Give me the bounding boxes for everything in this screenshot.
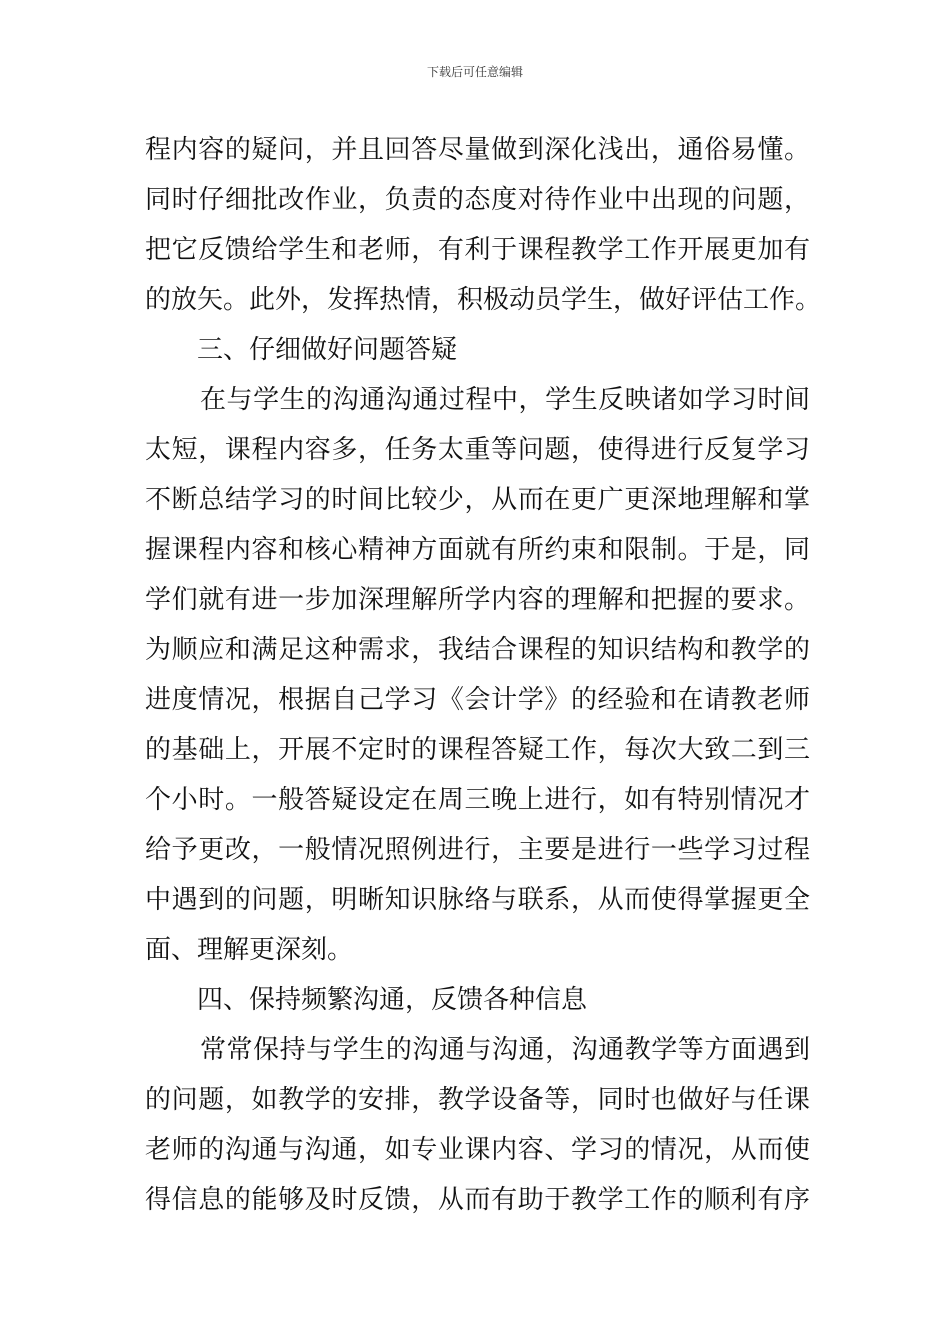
paragraph-line: 学们就有进一步加深理解所学内容的理解和把握的要求。 [145, 585, 810, 615]
paragraph-line: 太短，课程内容多，任务太重等问题，使得进行反复学习 [145, 435, 810, 465]
paragraph-line: 的问题，如教学的安排，教学设备等，同时也做好与任课 [145, 1085, 810, 1115]
section-heading-4: 四、保持频繁沟通，反馈各种信息 [197, 985, 588, 1015]
paragraph-line: 同时仔细批改作业，负责的态度对待作业中出现的问题， [145, 185, 810, 215]
paragraph-line: 中遇到的问题，明晰知识脉络与联系，从而使得掌握更全 [145, 885, 810, 915]
paragraph-line: 不断总结学习的时间比较少，从而在更广更深地理解和掌 [145, 485, 810, 515]
paragraph-line: 得信息的能够及时反馈，从而有助于教学工作的顺利有序 [145, 1185, 810, 1215]
paragraph-line: 常常保持与学生的沟通与沟通，沟通教学等方面遇到 [200, 1035, 810, 1065]
paragraph-line: 面、理解更深刻。 [145, 935, 354, 965]
paragraph-line: 程内容的疑问，并且回答尽量做到深化浅出，通俗易懂。 [145, 135, 810, 165]
paragraph-line: 为顺应和满足这种需求，我结合课程的知识结构和教学的 [145, 635, 810, 665]
paragraph-line: 进度情况，根据自己学习《会计学》的经验和在请教老师 [145, 685, 810, 715]
paragraph-line: 的基础上，开展不定时的课程答疑工作，每次大致二到三 [145, 735, 810, 765]
paragraph-line: 把它反馈给学生和老师，有利于课程教学工作开展更加有 [145, 235, 810, 265]
paragraph-line: 在与学生的沟通沟通过程中，学生反映诸如学习时间 [200, 385, 810, 415]
paragraph-line: 握课程内容和核心精神方面就有所约束和限制。于是，同 [145, 535, 810, 565]
paragraph-line: 个小时。一般答疑设定在周三晚上进行，如有特别情况才 [145, 785, 810, 815]
page-header: 下载后可任意编辑 [426, 65, 523, 79]
paragraph-line: 老师的沟通与沟通，如专业课内容、学习的情况，从而使 [145, 1135, 810, 1165]
paragraph-line: 的放矢。此外，发挥热情，积极动员学生，做好评估工作。 [145, 285, 822, 315]
section-heading-3: 三、仔细做好问题答疑 [197, 335, 458, 365]
paragraph-line: 给予更改，一般情况照例进行，主要是进行一些学习过程 [145, 835, 810, 865]
